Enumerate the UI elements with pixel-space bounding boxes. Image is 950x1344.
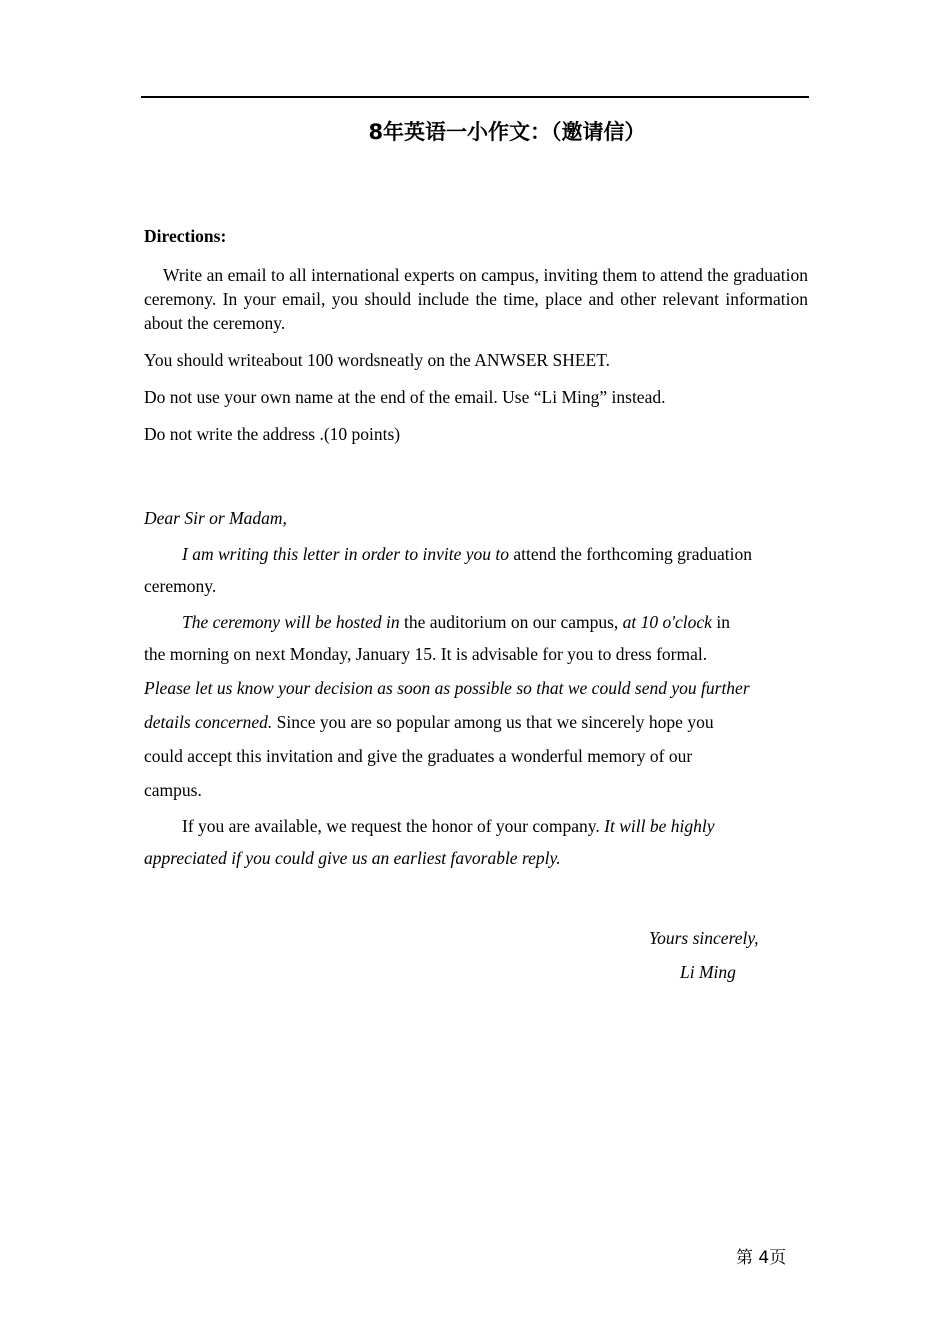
letter-p2-line1 bbox=[182, 610, 730, 634]
letter-p3-rest: If you are available, we request the honor of your company. bbox=[182, 816, 600, 836]
letter-p2-line4 bbox=[144, 710, 714, 734]
page-title: 8年英语一小作文：（邀请信） bbox=[368, 120, 646, 144]
letter-signature: Li Ming bbox=[680, 962, 736, 982]
letter-p1-italic: I am writing this letter in order to invite you to bbox=[182, 544, 509, 564]
directions-heading: Directions: bbox=[144, 226, 227, 246]
letter-p1-rest: attend the forthcoming graduation bbox=[513, 544, 752, 564]
letter-p3-line2-text: appreciated if you could give us an earliest favorable reply. bbox=[144, 848, 561, 868]
letter-salutation: Dear Sir or Madam, bbox=[144, 508, 287, 528]
letter-closing: Yours sincerely, bbox=[649, 928, 759, 948]
letter-p2-italic: The ceremony will be hosted in bbox=[182, 612, 400, 632]
header-rule bbox=[141, 96, 809, 98]
letter-p3-line1 bbox=[182, 814, 714, 838]
directions-address-note: Do not write the address .(10 points) bbox=[144, 424, 401, 444]
letter-p2-line2: the morning on next Monday, January 15. It is advisable for you to dress formal. bbox=[144, 644, 708, 664]
letter-p1-line1 bbox=[182, 542, 752, 566]
letter-p3-line2 bbox=[144, 846, 561, 870]
letter-p2-line6: campus. bbox=[144, 780, 202, 800]
directions-word-count: You should writeabout 100 wordsneatly on the ANWSER SHEET. bbox=[144, 350, 610, 370]
letter-p2-mid: the auditorium on our campus, bbox=[403, 612, 619, 632]
letter-p2-line3 bbox=[144, 676, 750, 700]
letter-p2-line4-rest: Since you are so popular among us that we sincerely hope you bbox=[276, 712, 714, 732]
letter-p2-line5: could accept this invitation and give the graduates a wonderful memory of our bbox=[144, 746, 693, 766]
letter-p2-end: in bbox=[716, 612, 730, 632]
directions-task: Write an email to all international experts on campus, inviting them to attend the graduation ceremony. In your email, you should include the time, place and other relevant information about the ceremony. bbox=[144, 265, 808, 333]
letter-p3-italic: It will be highly bbox=[604, 816, 715, 836]
letter-p1-line2: ceremony. bbox=[144, 576, 217, 596]
letter-p2-line4-italic: details concerned. bbox=[144, 712, 273, 732]
page-number: 第 4页 bbox=[736, 1248, 787, 1268]
letter-p2-line3-text: Please let us know your decision as soon as possible so that we could send you further bbox=[144, 678, 750, 698]
letter-p2-italic2: at 10 o'clock bbox=[622, 612, 712, 632]
directions-name-note: Do not use your own name at the end of the email. Use “Li Ming” instead. bbox=[144, 387, 666, 407]
